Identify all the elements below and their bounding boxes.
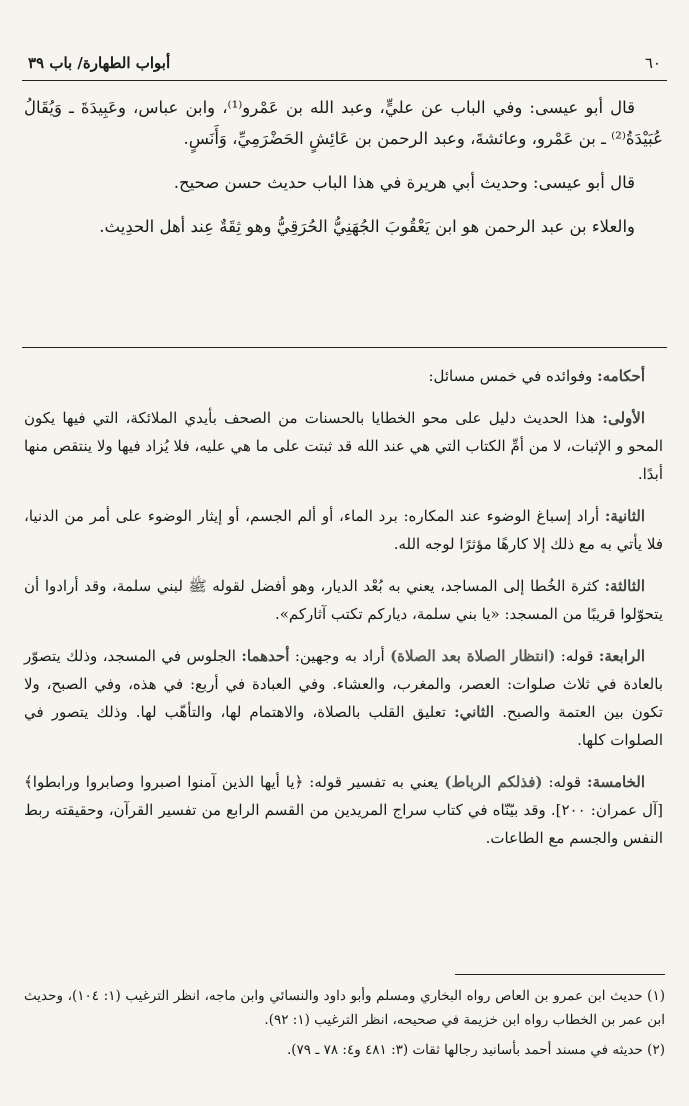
commentary-intro xyxy=(24,362,663,390)
intro-label: أحكامه: xyxy=(597,367,645,385)
intro-text: وفوائده في خمس مسائل: xyxy=(428,367,593,385)
sub-label: أحدهما: xyxy=(241,647,290,665)
commentary-paragraph xyxy=(24,642,663,754)
page-header xyxy=(28,50,661,78)
footnotes xyxy=(24,984,665,1068)
point-text: تعليق القلب بالصلاة، والاهتمام لها، والتأهّب لها. وذلك يتصور في الصلوات كلها. xyxy=(24,703,663,749)
page-number: ٦٠ xyxy=(644,54,661,72)
main-paragraph: قال أبو عيسى: وفي الباب عن عليٍّ، وعبد الله بن عَمْرو⁽¹⁾، وابن عباس، وعَبِيدَةَ ـ وَيُقَالُ عُبَيْدَةُ⁽²⁾ ـ بن عَمْرو، وعائشةَ، وعبد الرحمن بن عَائِشٍ الحَضْرَمِيِّ، وَأَنَسٍ. xyxy=(24,98,663,148)
sub-label: الثاني: xyxy=(454,703,495,721)
quoted-phrase: (انتظار الصلاة بعد الصلاة) xyxy=(390,647,556,665)
section-rule xyxy=(22,347,667,348)
footnote: (١) حديث ابن عمرو بن العاص رواه البخاري ومسلم وأبو داود والنسائي وابن ماجه، انظر الترغيب (١: ١٠٤)، وحديث ابن عمر بن الخطاب رواه ابن خزيمة في صحيحه، انظر الترغيب (١: ٩٢). xyxy=(24,988,665,1028)
header-rule xyxy=(22,80,667,81)
point-text: الجلوس في المسجد، وذلك يتصوّر بالعادة في ثلاث صلوات: العصر، والمغرب، والعشاء. وفي العبادة في أربع: في هذه، وفي الصبح، ولا تكون بين العتمة والصبح. xyxy=(24,647,664,721)
quoted-phrase: (فذلكم الرباط) xyxy=(444,773,543,791)
point-text: يعني به تفسير قوله: ﴿يا أيها الذين آمنوا اصبروا وصابروا ورابطوا﴾ [آل عمران: ٢٠٠]. وقد بيّنّاه في كتاب سراج المريدين من القسم الرابع من تفسير القرآن، وحقيقته ربط النفس والجسم مع الطاعات. xyxy=(24,773,663,847)
point-text: أراد به وجهين: xyxy=(294,647,385,665)
commentary-paragraph xyxy=(24,572,663,628)
main-paragraph: والعلاء بن عبد الرحمن هو ابن يَعْقُوبَ الجُهَنِيُّ الحُرَقِيُّ وهو ثِقَةٌ عِند أهل الحدِيث. xyxy=(99,217,635,236)
point-text: أراد إسباغ الوضوء عند المكاره: برد الماء، أو ألم الجسم، أو إيثار الوضوء على أمر من الدنيا، فلا يأتي به مع ذلك إلا كارهًا مؤثرًا لوجه الله. xyxy=(24,507,663,553)
commentary-paragraph xyxy=(24,768,663,852)
running-title: أبواب الطهارة/ باب ٣٩ xyxy=(28,54,171,72)
point-text: هذا الحديث دليل على محو الخطايا بالحسنات من الصحف بأيدي الملائكة، التي فيها يكون المحو و الإثبات، لا من أمِّ الكتاب التي هي عند الله قد ثبتت على ما هي عليه، فلا يُزاد فيها ولا ينتقص منها أبدًا. xyxy=(24,409,663,483)
main-paragraph: قال أبو عيسى: وحديث أبي هريرة في هذا الباب حديث حسن صحيح. xyxy=(173,173,635,192)
point-text: كثرة الخُطا إلى المساجد، يعني به بُعْد الديار، وهو أفضل لقوله ﷺ لبني سلمة، وقد أرادوا أن يتحوّلوا قريبًا من المسجد: «يا بني سلمة، دياركم تكتب آثاركم». xyxy=(24,577,663,623)
commentary-paragraph xyxy=(24,404,663,488)
point-text: قوله: xyxy=(560,647,594,665)
point-label: الرابعة: xyxy=(598,647,646,665)
point-label: الثالثة: xyxy=(604,577,645,595)
footnote-rule xyxy=(455,974,665,975)
footnote: (٢) حديثه في مسند أحمد بأسانيد رجالها ثقات (٣: ٤٨١ و٤: ٧٨ ـ ٧٩). xyxy=(286,1042,665,1058)
main-text xyxy=(24,92,663,255)
point-label: الخامسة: xyxy=(587,773,645,791)
point-text: قوله: xyxy=(548,773,582,791)
commentary-paragraph xyxy=(24,502,663,558)
point-label: الأولى: xyxy=(602,409,645,427)
point-label: الثانية: xyxy=(604,507,645,525)
commentary xyxy=(24,362,663,866)
